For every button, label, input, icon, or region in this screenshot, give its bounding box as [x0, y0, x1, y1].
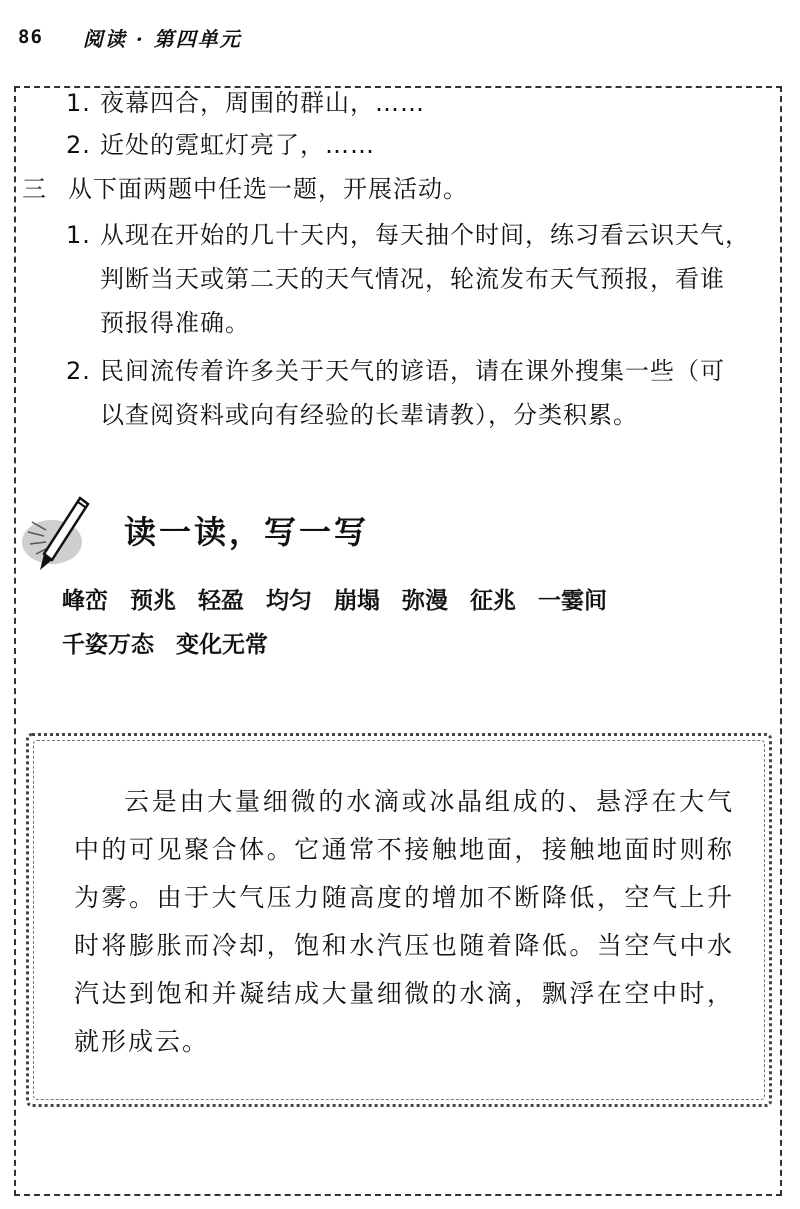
page-number: 86: [18, 26, 43, 48]
vocab-row-2: [62, 628, 290, 662]
vocab-row-1: [62, 584, 629, 618]
read-write-title: 读一读，写一写: [124, 513, 370, 551]
vocab-word: 千姿万态: [62, 632, 154, 658]
section-3-prompt: 三 从下面两题中任选一题，开展活动。: [22, 172, 468, 206]
section-3-item-1-line-2: 判断当天或第二天的天气情况，轮流发布天气预报，看谁: [100, 265, 725, 293]
vocab-word: 均匀: [266, 588, 312, 614]
exercise-item-1: 1. 夜幕四合，周围的群山，……: [66, 89, 425, 117]
page-header: [18, 22, 242, 52]
vocab-word: 崩塌: [334, 588, 380, 614]
vocab-word: 一霎间: [538, 588, 607, 614]
passage-text: 云是由大量细微的水滴或冰晶组成的、悬浮在大气中的可见聚合体。它通常不接触地面，接触地面时则称为雾。由于大气压力随高度的增加不断降低，空气上升时将膨胀而冷却，饱和水汽压也随着降低。当空气中水汽达到饱和并凝结成大量细微的水滴，飘浮在空中时，就形成云。: [74, 787, 734, 1056]
exercise-item-2: 2. 近处的霓虹灯亮了，……: [66, 131, 375, 159]
vocab-word: 征兆: [470, 588, 516, 614]
vocab-word: 预兆: [130, 588, 176, 614]
vocab-word: 轻盈: [198, 588, 244, 614]
section-3-item-2-line-1: 2. 民间流传着许多关于天气的谚语，请在课外搜集一些（可: [66, 357, 725, 385]
pen-icon: [18, 492, 94, 574]
section-3-item-2-line-2: 以查阅资料或向有经验的长辈请教），分类积累。: [100, 401, 638, 429]
section-3-item-1-line-3: 预报得准确。: [100, 309, 250, 337]
vocab-word: 峰峦: [62, 588, 108, 614]
section-marker: 三: [22, 175, 47, 203]
vocab-word: 弥漫: [402, 588, 448, 614]
unit-title: 阅读 · 第四单元: [82, 26, 242, 51]
section-3-item-1-line-1: 1. 从现在开始的几十天内，每天抽个时间，练习看云识天气，: [66, 221, 750, 249]
vocab-word: 变化无常: [176, 632, 268, 658]
